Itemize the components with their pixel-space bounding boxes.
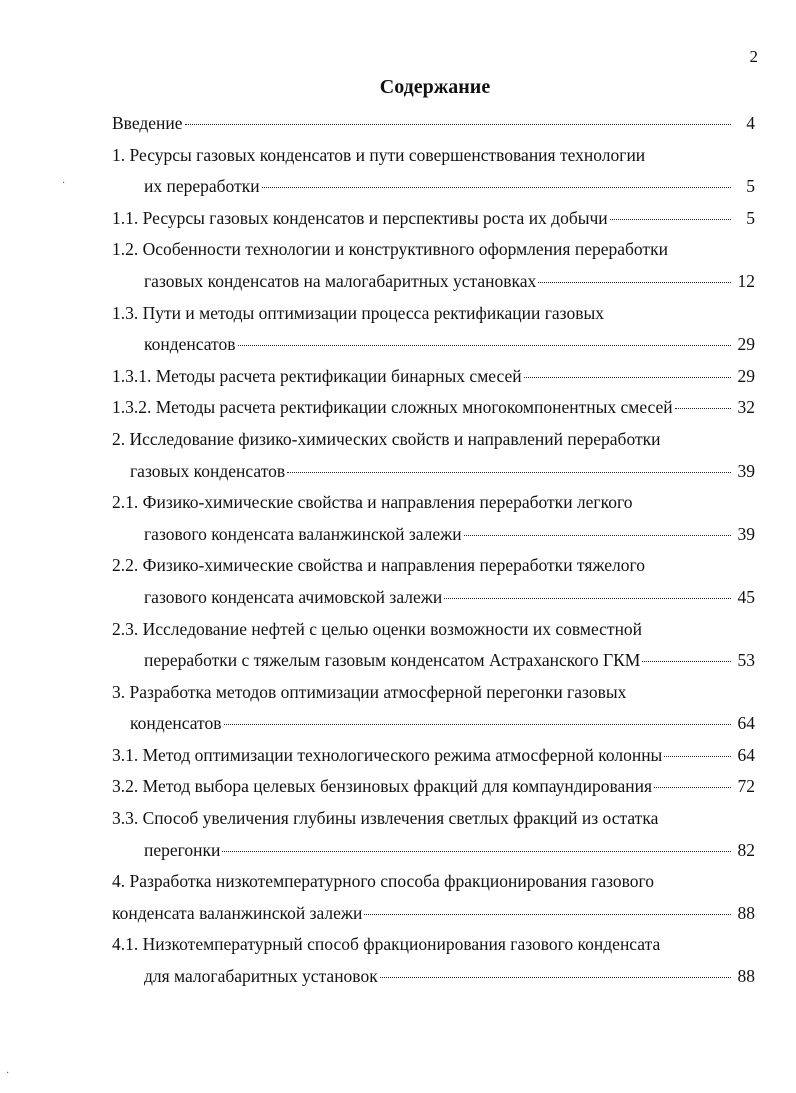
scan-speck: · xyxy=(62,178,66,189)
toc-dot-leader xyxy=(610,219,731,220)
toc-entry xyxy=(112,108,755,140)
toc-entry-page: 53 xyxy=(737,650,755,671)
toc-entry-page: 88 xyxy=(737,902,755,923)
toc-entry-continuation xyxy=(112,898,755,930)
toc-entry-page: 5 xyxy=(746,176,755,197)
toc-entry xyxy=(112,392,755,424)
toc-entry xyxy=(112,866,755,898)
toc-entry-text: 4. Разработка низкотемпературного способа фракционирования газового xyxy=(112,871,655,892)
toc-dot-leader xyxy=(185,124,731,125)
toc-entry-text: 1.3. Пути и методы оптимизации процесса ректификации газовых xyxy=(112,302,604,323)
toc-dot-leader xyxy=(262,187,731,188)
toc-dot-leader xyxy=(524,377,731,378)
toc-dot-leader xyxy=(538,282,731,283)
toc-entry xyxy=(112,487,755,519)
toc-entry-text: их переработки xyxy=(144,176,260,197)
toc-entry-text: для малогабаритных установок xyxy=(144,966,378,987)
toc-entry-page: 12 xyxy=(737,270,755,291)
toc-entry-continuation xyxy=(112,708,755,740)
toc-entry-page: 29 xyxy=(737,365,755,386)
toc-entry-text: 3.3. Способ увеличения глубины извлечения светлых фракций из остатка xyxy=(112,808,659,829)
toc-dot-leader xyxy=(238,345,732,346)
toc-entry-page: 5 xyxy=(746,207,755,228)
toc-entry-text: газового конденсата валанжинской залежи xyxy=(144,523,462,544)
toc-entry-text: газового конденсата ачимовской залежи xyxy=(144,586,443,607)
toc-entry xyxy=(112,803,755,835)
toc-entry-continuation xyxy=(112,961,755,993)
toc-entry-page: 88 xyxy=(737,966,755,987)
toc-entry-text: конденсатов xyxy=(144,334,236,355)
toc-entry-page: 29 xyxy=(737,334,755,355)
toc-entry-page: 64 xyxy=(737,744,755,765)
toc-entry xyxy=(112,203,755,235)
toc-dot-leader xyxy=(287,472,731,473)
toc-entry-text: 2.2. Физико-химические свойства и направления переработки тяжелого xyxy=(112,555,645,576)
toc-entry-text: 3. Разработка методов оптимизации атмосферной перегонки газовых xyxy=(112,681,627,702)
toc-entry-continuation xyxy=(112,266,755,298)
toc-entry-page: 45 xyxy=(737,586,755,607)
toc-entry-text: газовых конденсатов на малогабаритных установках xyxy=(144,270,537,291)
toc-entry-continuation xyxy=(112,329,755,361)
toc-entry-continuation xyxy=(112,456,755,488)
toc-entry xyxy=(112,140,755,172)
toc-entry-text: 1.3.2. Методы расчета ректификации сложных многокомпонентных смесей xyxy=(112,397,673,418)
toc-entry-continuation xyxy=(112,519,755,551)
toc-entry-continuation xyxy=(112,171,755,203)
toc-entry-text: 1. Ресурсы газовых конденсатов и пути совершенствования технологии xyxy=(112,144,646,165)
toc-dot-leader xyxy=(654,787,731,788)
toc-entry-text: 2.3. Исследование нефтей с целью оценки возможности их совместной xyxy=(112,618,643,639)
toc-entry-page: 82 xyxy=(737,839,755,860)
table-of-contents xyxy=(112,108,755,993)
toc-entry-page: 39 xyxy=(737,523,755,544)
toc-entry-text: 1.2. Особенности технологии и конструктивного оформления переработки xyxy=(112,239,668,260)
toc-entry-text: 1.1. Ресурсы газовых конденсатов и перспективы роста их добычи xyxy=(112,207,608,228)
toc-entry-page: 39 xyxy=(737,460,755,481)
toc-entry-text: перегонки xyxy=(144,839,221,860)
toc-entry xyxy=(112,234,755,266)
toc-entry-page: 4 xyxy=(746,113,755,133)
toc-dot-leader xyxy=(364,914,731,915)
toc-entry xyxy=(112,677,755,709)
toc-entry-text: 3.2. Метод выбора целевых бензиновых фракций для компаундирования xyxy=(112,776,653,797)
toc-dot-leader xyxy=(444,598,731,599)
toc-entry-text: 1.3.1. Методы расчета ректификации бинарных смесей xyxy=(112,365,522,386)
toc-entry-text: переработки с тяжелым газовым конденсатом Астраханского ГКМ xyxy=(144,650,641,671)
toc-entry-page: 64 xyxy=(737,713,755,734)
toc-entry xyxy=(112,361,755,393)
toc-dot-leader xyxy=(224,724,732,725)
toc-entry-text: 3.1. Метод оптимизации технологического режима атмосферной колонны xyxy=(112,744,663,765)
toc-entry xyxy=(112,298,755,330)
toc-entry-continuation xyxy=(112,645,755,677)
toc-entry xyxy=(112,740,755,772)
page-title: Содержание xyxy=(379,76,491,98)
toc-entry-continuation xyxy=(112,582,755,614)
scan-speck: · xyxy=(6,1068,10,1079)
toc-entry-text: Введение xyxy=(112,113,183,133)
page-number: 2 xyxy=(749,47,758,66)
toc-entry xyxy=(112,771,755,803)
toc-entry xyxy=(112,550,755,582)
toc-dot-leader xyxy=(642,661,731,662)
toc-entry xyxy=(112,614,755,646)
toc-dot-leader xyxy=(675,408,731,409)
toc-entry-text: 2. Исследование физико-химических свойств и направлений переработки xyxy=(112,428,661,449)
toc-entry-page: 32 xyxy=(737,397,755,418)
toc-entry-text: газовых конденсатов xyxy=(130,460,286,481)
toc-entry-text: конденсатов xyxy=(130,713,222,734)
toc-entry-continuation xyxy=(112,835,755,867)
toc-dot-leader xyxy=(380,977,731,978)
toc-entry-text: 4.1. Низкотемпературный способ фракционирования газового конденсата xyxy=(112,934,661,955)
toc-dot-leader xyxy=(222,851,731,852)
toc-entry-text: конденсата валанжинской залежи xyxy=(112,902,363,923)
toc-entry xyxy=(112,424,755,456)
toc-dot-leader xyxy=(464,535,731,536)
toc-entry-text: 2.1. Физико-химические свойства и направления переработки легкого xyxy=(112,492,633,513)
toc-dot-leader xyxy=(664,756,731,757)
toc-entry-page: 72 xyxy=(737,776,755,797)
toc-entry xyxy=(112,929,755,961)
